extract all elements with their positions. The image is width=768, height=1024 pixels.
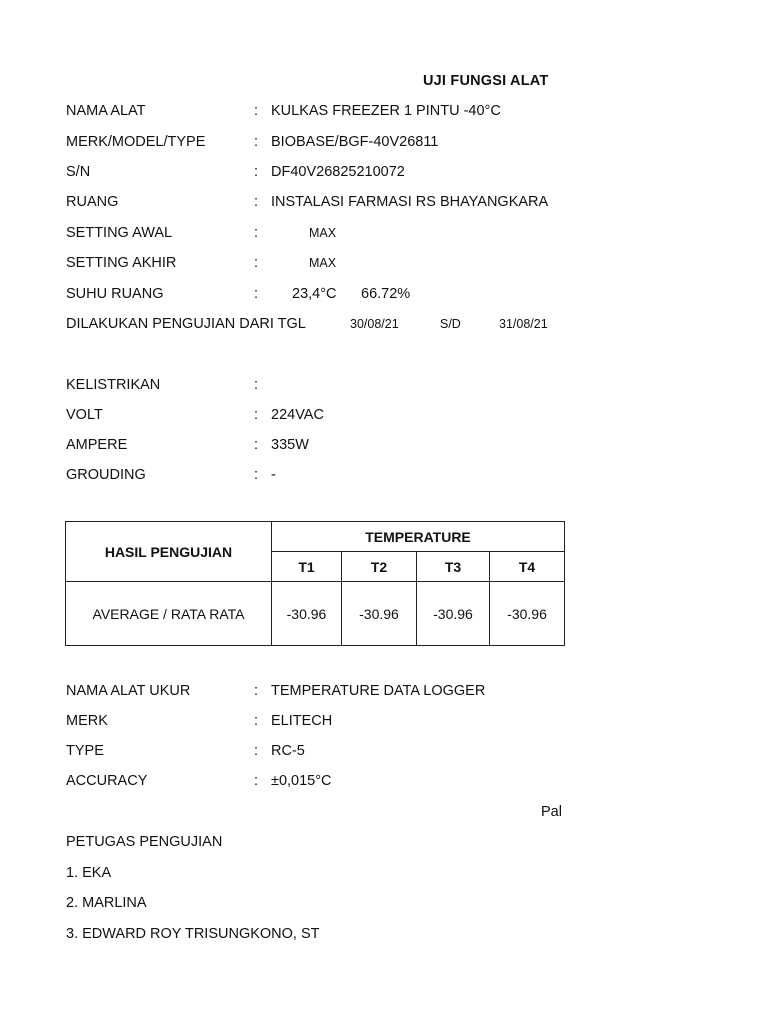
merk-model-type-value: BIOBASE/BGF-40V26811 [271, 134, 439, 150]
column-header-t4: T4 [490, 552, 565, 582]
colon: : [254, 225, 259, 241]
ruang-value: INSTALASI FARMASI RS BHAYANGKARA [271, 194, 549, 210]
nama-alat-ukur-value: TEMPERATURE DATA LOGGER [271, 683, 486, 699]
type-value: RC-5 [271, 743, 305, 759]
results-header-row [66, 522, 565, 552]
serial-number-value: DF40V26825210072 [271, 164, 405, 180]
testers-heading: PETUGAS PENGUJIAN [66, 834, 223, 850]
colon: : [254, 773, 259, 789]
document-title: UJI FUNGSI ALAT [423, 73, 549, 89]
colon: : [254, 255, 259, 271]
merk-label: MERK [66, 713, 108, 729]
kelistrikan-label: KELISTRIKAN [66, 377, 161, 393]
merk-value: ELITECH [271, 713, 333, 729]
setting-akhir-label: SETTING AKHIR [66, 255, 177, 271]
colon: : [254, 743, 259, 759]
colon: : [254, 407, 259, 423]
tester-name: 1. EKA [66, 865, 112, 881]
suhu-ruang-humidity: 66.72% [361, 286, 411, 302]
value-t2: -30.96 [342, 582, 417, 646]
tester-name: 3. EDWARD ROY TRISUNGKONO, ST [66, 926, 320, 942]
accuracy-label: ACCURACY [66, 773, 148, 789]
results-table [65, 521, 565, 646]
temperature-header: TEMPERATURE [272, 522, 565, 552]
suhu-ruang-label: SUHU RUANG [66, 286, 164, 302]
average-row-label: AVERAGE / RATA RATA [66, 582, 272, 646]
nama-alat-label: NAMA ALAT [66, 103, 146, 119]
ruang-label: RUANG [66, 194, 119, 210]
test-period-from: 30/08/21 [350, 317, 399, 331]
colon: : [254, 683, 259, 699]
place-date-fragment: Pal [541, 804, 562, 820]
column-header-t3: T3 [417, 552, 490, 582]
test-period-separator: S/D [440, 317, 461, 331]
setting-awal-label: SETTING AWAL [66, 225, 173, 241]
colon: : [254, 164, 259, 180]
merk-model-type-label: MERK/MODEL/TYPE [66, 134, 206, 150]
grouding-label: GROUDING [66, 467, 146, 483]
column-header-t2: T2 [342, 552, 417, 582]
colon: : [254, 713, 259, 729]
colon: : [254, 467, 259, 483]
colon: : [254, 377, 259, 393]
colon: : [254, 437, 259, 453]
colon: : [254, 286, 259, 302]
colon: : [254, 103, 259, 119]
type-label: TYPE [66, 743, 104, 759]
test-period-label: DILAKUKAN PENGUJIAN DARI TGL [66, 316, 306, 332]
tester-name: 2. MARLINA [66, 895, 147, 911]
hasil-pengujian-header: HASIL PENGUJIAN [66, 522, 272, 582]
setting-akhir-value: MAX [309, 256, 337, 270]
ampere-value: 335W [271, 437, 309, 453]
nama-alat-value: KULKAS FREEZER 1 PINTU -40°C [271, 103, 501, 119]
nama-alat-ukur-label: NAMA ALAT UKUR [66, 683, 191, 699]
setting-awal-value: MAX [309, 226, 337, 240]
test-period-to: 31/08/21 [499, 317, 548, 331]
grouding-value: - [271, 467, 276, 483]
column-header-t1: T1 [272, 552, 342, 582]
colon: : [254, 194, 259, 210]
suhu-ruang-temperature: 23,4°C [292, 286, 337, 302]
volt-value: 224VAC [271, 407, 324, 423]
table-row [66, 582, 565, 646]
value-t3: -30.96 [417, 582, 490, 646]
value-t1: -30.96 [272, 582, 342, 646]
colon: : [254, 134, 259, 150]
ampere-label: AMPERE [66, 437, 128, 453]
serial-number-label: S/N [66, 164, 91, 180]
value-t4: -30.96 [490, 582, 565, 646]
accuracy-value: ±0,015°C [271, 773, 332, 789]
volt-label: VOLT [66, 407, 103, 423]
